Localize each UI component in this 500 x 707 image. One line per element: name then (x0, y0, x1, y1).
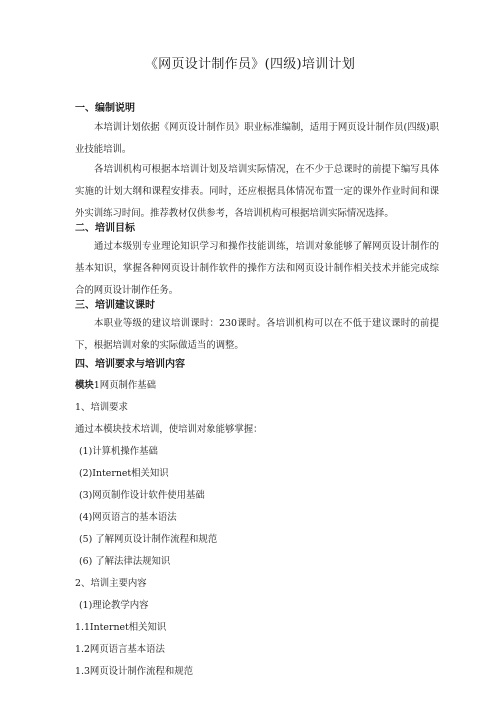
paragraph-training-goal: 通过本级别专业理论知识学习和操作技能训练，培训对象能够了解网页设计制作的基本知识，掌握各种网页设计制作软件的操作方法和网页设计制作相关技术并能完成综合的网页设计制作任务。 (75, 241, 439, 296)
module-label: 模块 (75, 380, 94, 391)
list-item: (2)Internet相关知识 (79, 468, 169, 479)
section-heading-compilation-notes: 一、编制说明 (75, 103, 135, 114)
section-heading-requirements-content: 四、培训要求与培训内容 (75, 359, 185, 370)
paragraph-compilation-basis: 本培训计划依据《网页设计制作员》职业标准编制，适用于网页设计制作员(四级)职业技能培训。 (75, 122, 439, 155)
topic-item: 1.3网页设计制作流程和规范 (75, 666, 194, 677)
section-heading-suggested-hours: 三、培训建议课时 (75, 300, 155, 311)
module-title (75, 377, 156, 391)
topic-item: 1.2网页语言基本语法 (75, 644, 165, 655)
list-item: (6) 了解法律法规知识 (79, 556, 171, 567)
requirements-intro: 通过本模块技术培训，使培训对象能够掌握： (75, 424, 263, 435)
module-name: 1网页制作基础 (93, 380, 156, 391)
page-title: 《网页设计制作员》(四级)培训计划 (144, 57, 356, 72)
requirements-heading: 1、培训要求 (75, 402, 128, 413)
theory-subheading: (1)理论教学内容 (79, 600, 149, 611)
topic-item: 1.1Internet相关知识 (75, 622, 167, 633)
paragraph-compilation-details: 各培训机构可根据本培训计划及培训实际情况，在不少于总课时的前提下编写具体实施的计划大纲和课程安排表。同时，还应根据具体情况布置一定的课外作业时间和课外实训练习时间。推荐教材仅供参考，各培训机构可根据培训实际情况选择。 (75, 164, 439, 219)
paragraph-suggested-hours: 本职业等级的建议培训课时：230课时。各培训机构可以在不低于建议课时的前提下，根据培训对象的实际做适当的调整。 (75, 318, 439, 351)
section-heading-training-goal: 二、培训目标 (75, 223, 135, 234)
list-item: (4)网页语言的基本语法 (79, 512, 177, 523)
list-item: (5) 了解网页设计制作流程和规范 (79, 534, 218, 545)
content-heading: 2、培训主要内容 (75, 578, 147, 589)
list-item: (1)计算机操作基础 (79, 446, 158, 457)
list-item: (3)网页制作设计软件使用基础 (79, 490, 205, 501)
